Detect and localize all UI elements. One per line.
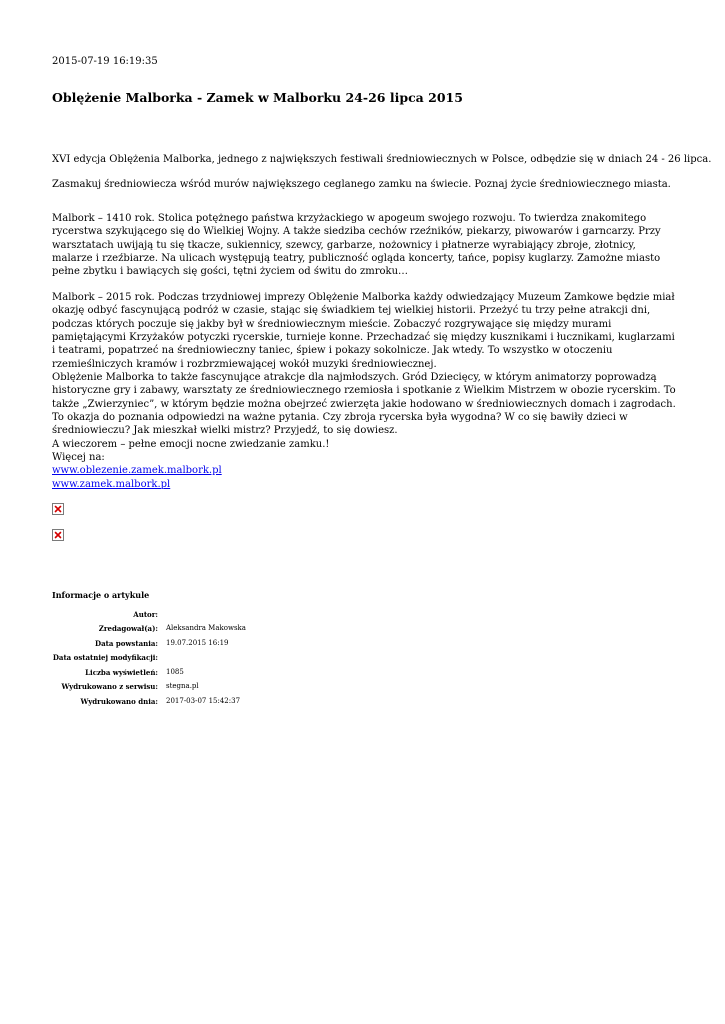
- info-value: [166, 651, 246, 666]
- info-row-modified: [52, 651, 246, 666]
- info-row-author: [52, 607, 246, 622]
- more-info-label: Więcej na:: [52, 452, 105, 464]
- info-label: Wydrukowano dnia:: [80, 696, 158, 706]
- body-paragraph: Malbork – 2015 rok. Podczas trzydniowej imprezy Oblężenie Malborka każdy odwiedzający Muzeum Zamkowe będzie miał okazję odbyć fascynującą podróż w czasie, stając się świadkiem tej wielkiej historii. Przeżyć tu trzy pełne atrakcji dni, podczas których poczuje się jakby był w średniowiecznym mieście. Zobaczyć rozgrywające się między murami pamiętającymi Krzyżaków potyczki rycerskie, turnieje konne. Przechadzać się między kusznikami i łucznikami, kuglarzami i teatrami, popatrzeć na średniowieczny taniec, śpiew i pokazy sokolnicze. Jak wtedy. To wszystko w otoczeniu rzemieślniczych kramów i rozbrzmiewającej wokół muzyki średniowiecznej.: [52, 292, 675, 370]
- info-label: Data ostatniej modyfikacji:: [52, 653, 158, 663]
- body-paragraph: To okazja do poznania odpowiedzi na ważne pytania. Czy zbroja rycerska była wygodna? W co się bawiły dzieci w średniowieczu? Jak mieszkał wielki mistrz? Przyjedź, to się dowiesz.: [52, 412, 628, 437]
- castle-link[interactable]: www.zamek.malbork.pl: [52, 478, 171, 490]
- info-value: 1085: [166, 667, 184, 676]
- info-row-created: [52, 636, 246, 651]
- link-row: [52, 464, 677, 477]
- info-value: 19.07.2015 16:19: [166, 638, 229, 647]
- article-info-heading: Informacje o artykule: [52, 590, 150, 600]
- link-row: [52, 478, 677, 491]
- info-value: Aleksandra Makowska: [166, 624, 246, 633]
- body-section-2015: [52, 291, 677, 491]
- broken-image-icon: [52, 503, 64, 515]
- info-row-printed-on: [52, 694, 246, 709]
- article-title: Oblężenie Malborka - Zamek w Malborku 24-26 lipca 2015: [52, 90, 463, 105]
- info-value: stegna.pl: [166, 682, 199, 691]
- info-value: 2017-03-07 15:42:37: [166, 696, 241, 705]
- body-paragraph: Malbork – 1410 rok. Stolica potężnego państwa krzyżackiego w apogeum swojego rozwoju. To twierdza znakomitego rycerstwa szykującego się do Wielkiej Wojny. A także siedziba cechów rzeźników, piekarzy, piwowarów i garncarzy. Przy warsztatach uwijają tu się tkacze, sukiennicy, szewcy, garbarze, nożownicy i płatnerze wyrabiający zbroje, złotnicy, malarze i rzeźbiarze. Na ulicach występują teatry, publiczność ogląda koncerty, tańce, popisy kuglarzy. Zamożne miasto pełne zbytku i bawiących się gości, tętni życiem od świtu do zmroku…: [52, 213, 661, 278]
- info-label: Wydrukowano z serwisu:: [61, 682, 158, 692]
- info-label: Liczba wyświetleń:: [85, 667, 158, 677]
- info-label: Autor:: [133, 609, 158, 619]
- article-info-table: [52, 607, 246, 709]
- print-timestamp: 2015-07-19 16:19:35: [52, 56, 158, 67]
- lead-paragraph: Zasmakuj średniowiecza wśród murów największego ceglanego zamku na świecie. Poznaj życie średniowiecznego miasta.: [52, 179, 671, 190]
- info-label: Zredagował(a):: [98, 624, 158, 634]
- info-row-views: [52, 665, 246, 680]
- festival-link[interactable]: www.oblezenie.zamek.malbork.pl: [52, 465, 222, 477]
- body-paragraph: Oblężenie Malborka to także fascynujące atrakcje dla najmłodszych. Gród Dziecięcy, w którym animatorzy poprowadzą historyczne gry i zabawy, warsztaty ze średniowiecznego rzemiosła i spotkanie z Wielkim Mistrzem w obozie rycerskim. To także „Zwierzyniec”, w którym będzie można obejrzeć zwierzęta jakie hodowano w średniowiecznych domach i zagrodach.: [52, 372, 676, 410]
- info-label: Data powstania:: [95, 638, 158, 648]
- lead-paragraph: XVI edycja Oblężenia Malborka, jednego z największych festiwali średniowiecznych w Polsce, odbędzie się w dniach 24 - 26 lipca.: [52, 154, 712, 165]
- body-section-1410: [52, 212, 677, 279]
- info-row-editor: [52, 622, 246, 637]
- body-paragraph: A wieczorem – pełne emocji nocne zwiedzanie zamku.!: [52, 438, 330, 450]
- info-value: [166, 607, 246, 622]
- info-row-printed-from: [52, 680, 246, 695]
- broken-image-icon: [52, 529, 64, 541]
